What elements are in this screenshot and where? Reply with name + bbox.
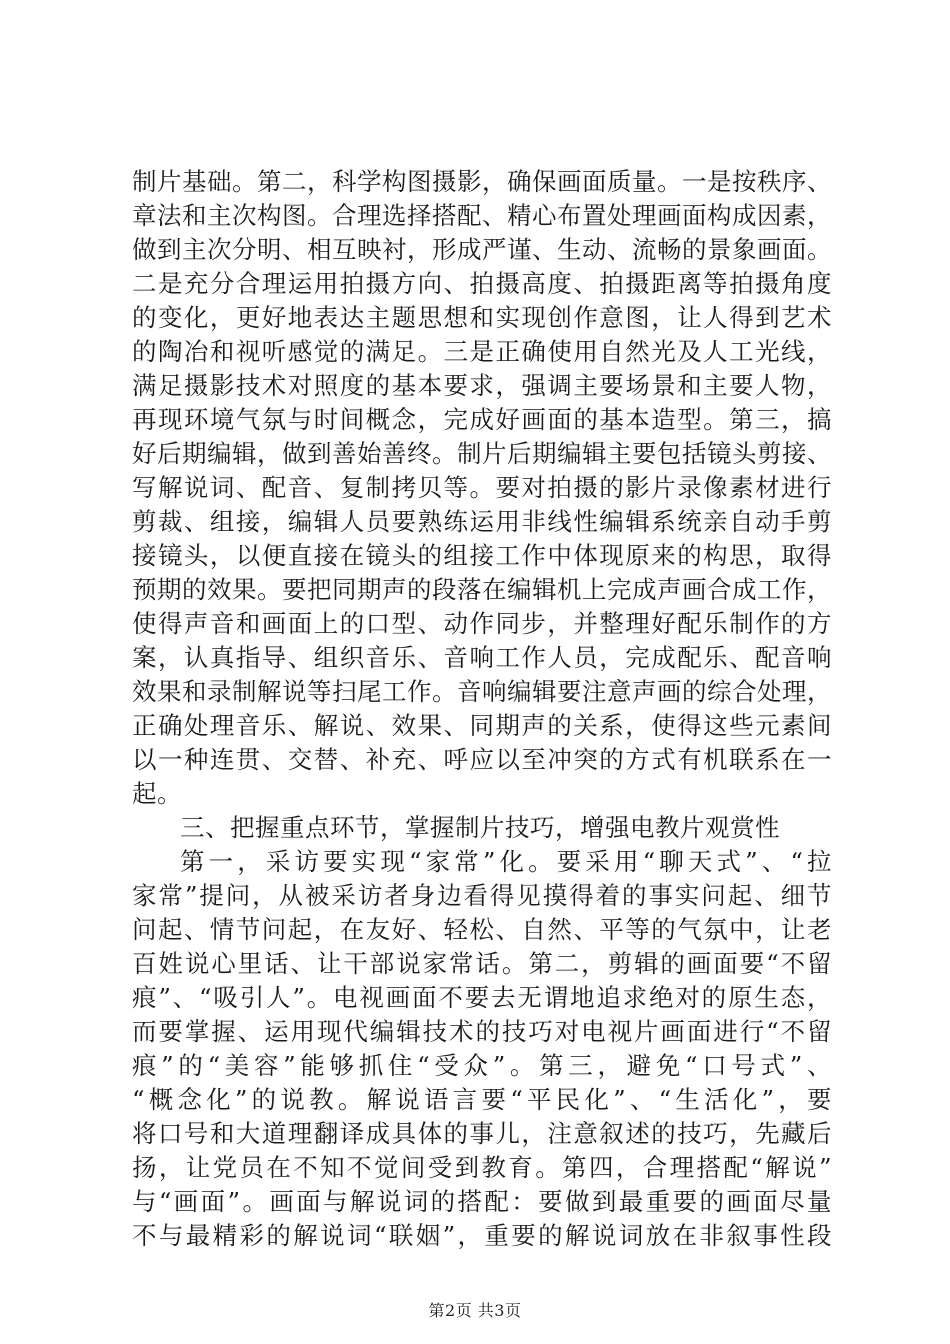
text-line: 预期的效果。要把同期声的段落在编辑机上完成声画合成工作， xyxy=(132,575,832,604)
text-line: 与“画面”。画面与解说词的搭配：要做到最重要的画面尽量 xyxy=(132,1187,832,1216)
text-line: 不与最精彩的解说词“联姻”，重要的解说词放在非叙事性段 xyxy=(132,1221,832,1250)
text-line: 家常”提问，从被采访者身边看得见摸得着的事实问起、细节 xyxy=(132,881,832,910)
text-line: 章法和主次构图。合理选择搭配、精心布置处理画面构成因素， xyxy=(132,201,832,230)
text-line: 正确处理音乐、解说、效果、同期声的关系，使得这些元素间 xyxy=(132,711,832,740)
text-line: 起。 xyxy=(132,779,182,808)
body-text xyxy=(132,165,832,1253)
text-line: 痕”的“美容”能够抓住“受众”。第三，避免“口号式”、 xyxy=(132,1051,832,1080)
text-line: 二是充分合理运用拍摄方向、拍摄高度、拍摄距离等拍摄角度 xyxy=(132,269,832,298)
text-line: 以一种连贯、交替、补充、呼应以至冲突的方式有机联系在一 xyxy=(132,745,832,774)
text-line: 效果和录制解说等扫尾工作。音响编辑要注意声画的综合处理， xyxy=(132,677,832,706)
text-line: 好后期编辑，做到善始善终。制片后期编辑主要包括镜头剪接、 xyxy=(132,439,832,468)
text-line: 问起、情节问起，在友好、轻松、自然、平等的气氛中，让老 xyxy=(132,915,832,944)
text-line: 而要掌握、运用现代编辑技术的技巧对电视片画面进行“不留 xyxy=(132,1017,832,1046)
text-line: 案，认真指导、组织音乐、音响工作人员，完成配乐、配音响 xyxy=(132,643,832,672)
text-line: “概念化”的说教。解说语言要“平民化”、“生活化”，要 xyxy=(132,1085,832,1114)
text-line: 接镜头，以便直接在镜头的组接工作中体现原来的构思，取得 xyxy=(132,541,832,570)
text-line: 使得声音和画面上的口型、动作同步，并整理好配乐制作的方 xyxy=(132,609,832,638)
text-line: 的变化，更好地表达主题思想和实现创作意图，让人得到艺术 xyxy=(132,303,832,332)
text-line: 再现环境气氛与时间概念，完成好画面的基本造型。第三，搞 xyxy=(132,405,832,434)
text-line: 第一，采访要实现“家常”化。要采用“聊天式”、“拉 xyxy=(180,847,832,876)
page-footer: 第2页 共3页 xyxy=(428,1301,522,1320)
text-line: 的陶冶和视听感觉的满足。三是正确使用自然光及人工光线， xyxy=(132,337,832,366)
text-line: 制片基础。第二，科学构图摄影，确保画面质量。一是按秩序、 xyxy=(132,167,832,196)
text-line: 百姓说心里话、让干部说家常话。第二，剪辑的画面要“不留 xyxy=(132,949,832,978)
text-line: 痕”、“吸引人”。电视画面不要去无谓地追求绝对的原生态， xyxy=(132,983,832,1012)
text-line: 写解说词、配音、复制拷贝等。要对拍摄的影片录像素材进行 xyxy=(132,473,832,502)
text-line: 将口号和大道理翻译成具体的事儿，注意叙述的技巧，先藏后 xyxy=(132,1119,832,1148)
text-line: 满足摄影技术对照度的基本要求，强调主要场景和主要人物， xyxy=(132,371,832,400)
text-line: 做到主次分明、相互映衬，形成严谨、生动、流畅的景象画面。 xyxy=(132,235,832,264)
text-line: 扬，让党员在不知不觉间受到教育。第四，合理搭配“解说” xyxy=(132,1153,832,1182)
text-line: 剪裁、组接，编辑人员要熟练运用非线性编辑系统亲自动手剪 xyxy=(132,507,832,536)
section-heading: 三、把握重点环节，掌握制片技巧，增强电教片观赏性 xyxy=(180,813,780,842)
